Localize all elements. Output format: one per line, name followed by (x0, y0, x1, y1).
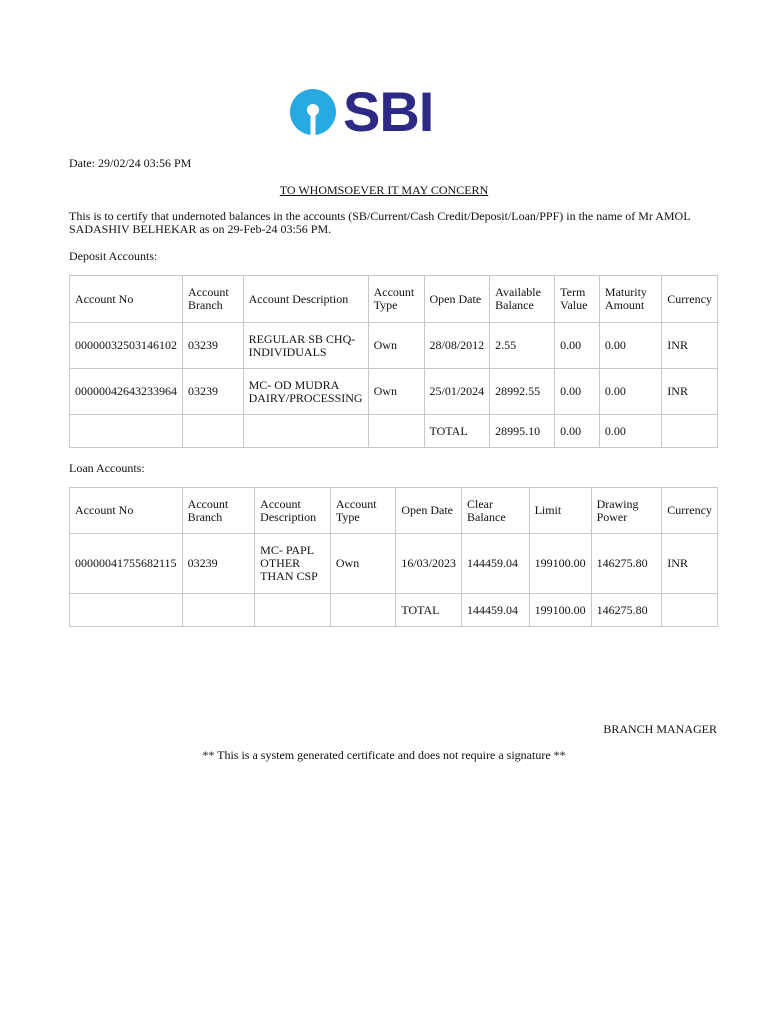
term-value-cell: 0.00 (555, 369, 600, 415)
account-description-cell: MC- OD MUDRA DAIRY/PROCESSING (243, 369, 368, 415)
available-balance-cell: 28992.55 (490, 369, 555, 415)
header-cell: Account Branch (182, 488, 255, 534)
header-cell: Open Date (396, 488, 462, 534)
header-cell: Drawing Power (591, 488, 662, 534)
header-cell: Account No (70, 276, 183, 323)
header-cell: Currency (662, 488, 718, 534)
total-row (70, 415, 718, 448)
footer-note: ** This is a system generated certificate and does not require a signature ** (202, 748, 566, 762)
signatory-title: BRANCH MANAGER (603, 722, 717, 736)
account-branch-cell: 03239 (182, 534, 255, 594)
total-cell (243, 415, 368, 448)
header-cell: Account Branch (183, 276, 244, 323)
sbi-keyhole-icon (289, 88, 337, 136)
term-value-cell: 0.00 (555, 323, 600, 369)
account-branch-cell: 03239 (183, 323, 244, 369)
table-row (70, 369, 718, 415)
currency-cell: INR (662, 369, 718, 415)
total-cell (183, 415, 244, 448)
open-date-cell: 25/01/2024 (424, 369, 490, 415)
header-cell: Open Date (424, 276, 490, 323)
header-cell: Account Type (330, 488, 395, 534)
maturity-amount-cell: 0.00 (599, 323, 661, 369)
certificate-statement: This is to certify that undernoted balances in the accounts (SB/Current/Cash Credit/Deposit/Loan/PPF) in the name of Mr AMOL SADASHIV BELHEKAR as on 29-Feb-24 03:56 PM. (69, 209, 691, 236)
table-row (70, 323, 718, 369)
maturity-amount-cell: 0.00 (599, 369, 661, 415)
header-cell: Currency (662, 276, 718, 323)
total-maturity-amount: 0.00 (599, 415, 661, 448)
total-cell (662, 594, 718, 627)
account-no-cell: 00000041755682115 (70, 534, 183, 594)
open-date-cell: 16/03/2023 (396, 534, 462, 594)
limit-cell: 199100.00 (529, 534, 591, 594)
header-cell: Account Description (243, 276, 368, 323)
account-branch-cell: 03239 (183, 369, 244, 415)
total-cell (182, 594, 255, 627)
certificate-heading (0, 184, 768, 197)
total-cell (255, 594, 331, 627)
total-row (70, 594, 718, 627)
total-cell (368, 415, 424, 448)
drawing-power-cell: 146275.80 (591, 534, 662, 594)
total-cell (70, 594, 183, 627)
total-available-balance: 28995.10 (490, 415, 555, 448)
available-balance-cell: 2.55 (490, 323, 555, 369)
certificate-date: Date: 29/02/24 03:56 PM (69, 156, 192, 170)
total-limit: 199100.00 (529, 594, 591, 627)
account-description-cell: REGULAR SB CHQ-INDIVIDUALS (243, 323, 368, 369)
loan-accounts-table (69, 487, 718, 627)
table-header-row (70, 276, 718, 323)
heading-text: TO WHOMSOEVER IT MAY CONCERN (279, 183, 489, 197)
currency-cell: INR (662, 323, 718, 369)
total-label: TOTAL (396, 594, 462, 627)
header-cell: Account Type (368, 276, 424, 323)
open-date-cell: 28/08/2012 (424, 323, 490, 369)
total-drawing-power: 146275.80 (591, 594, 662, 627)
total-cell (330, 594, 395, 627)
account-type-cell: Own (330, 534, 395, 594)
account-no-cell: 00000032503146102 (70, 323, 183, 369)
header-cell: Clear Balance (462, 488, 530, 534)
total-cell (70, 415, 183, 448)
header-cell: Available Balance (490, 276, 555, 323)
clear-balance-cell: 144459.04 (462, 534, 530, 594)
table-header-row (70, 488, 718, 534)
account-no-cell: 00000042643233964 (70, 369, 183, 415)
deposit-accounts-label: Deposit Accounts: (69, 249, 158, 263)
account-description-cell: MC- PAPL OTHER THAN CSP (255, 534, 331, 594)
total-cell (662, 415, 718, 448)
currency-cell: INR (662, 534, 718, 594)
total-clear-balance: 144459.04 (462, 594, 530, 627)
logo-text: SBI (343, 80, 434, 143)
total-label: TOTAL (424, 415, 490, 448)
header-cell: Account Description (255, 488, 331, 534)
header-cell: Limit (529, 488, 591, 534)
header-cell: Account No (70, 488, 183, 534)
account-type-cell: Own (368, 323, 424, 369)
sbi-logo (289, 80, 434, 143)
header-cell: Maturity Amount (599, 276, 661, 323)
account-type-cell: Own (368, 369, 424, 415)
table-row (70, 534, 718, 594)
header-cell: Term Value (555, 276, 600, 323)
loan-accounts-label: Loan Accounts: (69, 461, 145, 475)
total-term-value: 0.00 (555, 415, 600, 448)
deposit-accounts-table (69, 275, 718, 448)
